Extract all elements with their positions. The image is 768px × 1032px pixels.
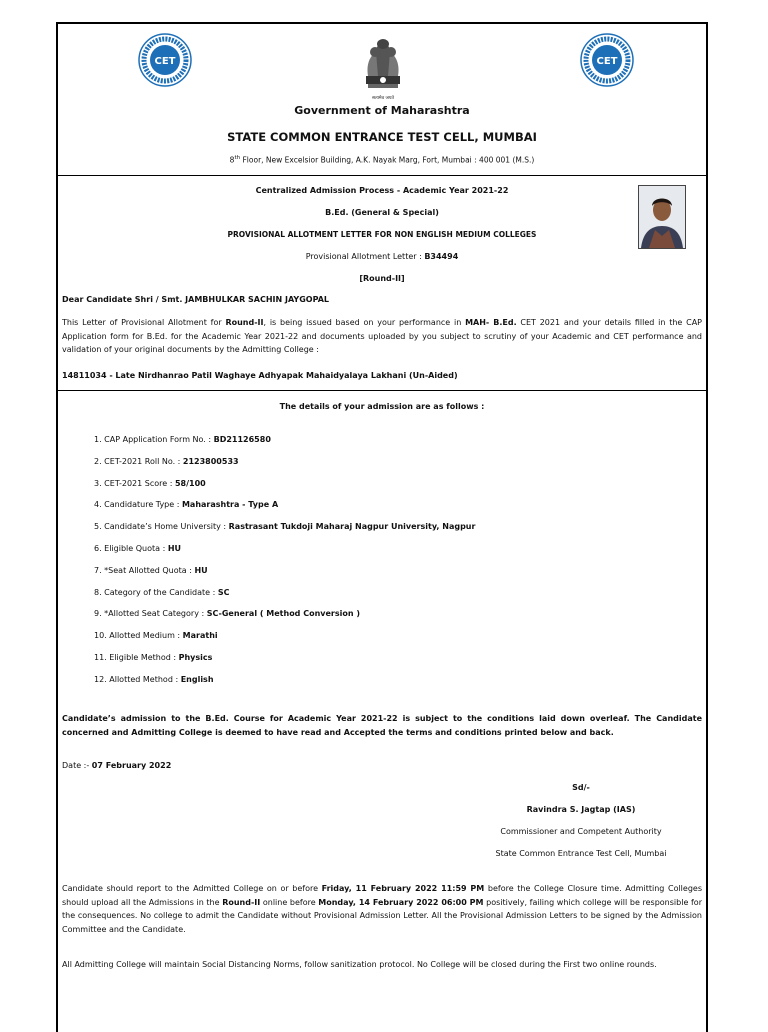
detail-label: 2. CET-2021 Roll No. : (94, 456, 183, 466)
detail-item (94, 457, 239, 466)
detail-label: 3. CET-2021 Score : (94, 478, 175, 488)
intro-text-2: , is being issued based on your performance in (263, 318, 466, 327)
cell-title: STATE COMMON ENTRANCE TEST CELL, MUMBAI (227, 130, 537, 144)
report-text-1: Candidate should report to the Admitted College on or before (62, 884, 322, 893)
detail-label: 11. Eligible Method : (94, 653, 179, 662)
college-name: 14811034 - Late Nirdhanrao Patil Waghaye Adhyapak Mahaidyalaya Lakhani (Un-Aided) (62, 371, 458, 380)
report-deadline-1: Friday, 11 February 2022 11:59 PM (321, 884, 485, 893)
cet-logo-left-icon (138, 33, 192, 87)
detail-value: BD21126580 (213, 435, 271, 444)
course-heading: B.Ed. (General & Special) (325, 208, 439, 217)
intro-exam: MAH- B.Ed. (465, 318, 517, 327)
conditions-paragraph: Candidate’s admission to the B.Ed. Course for Academic Year 2021-22 is subject to the conditions laid down overleaf. The Candidate concerned and Admitting College is deemed to have read and Accepted the terms and conditions printed below and back. (62, 714, 702, 737)
detail-item (94, 500, 278, 509)
detail-value: Physics (178, 653, 213, 662)
process-heading: Centralized Admission Process - Academic Year 2021-22 (255, 186, 509, 195)
round-label: [Round-II] (359, 274, 405, 283)
allotment-letter (56, 22, 708, 1032)
detail-item (94, 653, 212, 662)
date-value: 07 February 2022 (91, 761, 172, 770)
detail-value: SC (217, 587, 230, 597)
detail-value: English (180, 674, 214, 684)
detail-item (94, 435, 271, 444)
detail-item (94, 479, 206, 488)
detail-value: 58/100 (174, 478, 206, 488)
allotment-number (58, 252, 706, 261)
intro-paragraph (62, 316, 702, 357)
address (58, 155, 706, 165)
detail-item (94, 566, 208, 575)
allotment-value: B34494 (424, 252, 459, 261)
detail-item (94, 588, 230, 597)
letter-date (62, 761, 171, 770)
signatory-name: Ravindra S. Jagtap (IAS) (526, 805, 636, 814)
allotment-label: Provisional Allotment Letter : (305, 252, 425, 261)
detail-label: 1. CAP Application Form No. : (94, 435, 214, 444)
detail-item (94, 544, 181, 553)
report-text-3: online before (260, 897, 319, 907)
detail-label: 7. *Seat Allotted Quota : (94, 565, 195, 575)
signature-sd: Sd/- (572, 783, 590, 792)
detail-item (94, 631, 218, 640)
details-heading: The details of your admission are as follows : (279, 402, 485, 411)
intro-text-3: CET 2021 and your details filled in the CAP Application form for B.Ed. for the Academic Year 2021-22 and documents uploaded by you subject to scrutiny of your Academic and CET performance and validation of your original documents by the Admitting College : (62, 318, 702, 354)
detail-item (94, 675, 214, 684)
government-title: Government of Maharashtra (294, 104, 470, 117)
letter-title: PROVISIONAL ALLOTMENT LETTER FOR NON ENGLISH MEDIUM COLLEGES (227, 230, 537, 239)
address-floor: 8 (229, 155, 235, 165)
detail-label: 9. *Allotted Seat Category : (94, 609, 207, 619)
date-label: Date :- (62, 761, 92, 770)
detail-item (94, 522, 475, 531)
cet-logo-left-text: CET (154, 56, 176, 67)
detail-label: 4. Candidature Type : (94, 500, 182, 510)
report-text-4: positively, failing which college will be responsible for the consequences. No college to admit the Candidate without Provisional Admission Letter. All the Provisional Admission Letters to be signed by the Admission Committee and the Candidate. (62, 897, 702, 934)
cet-logo-right-text: CET (596, 56, 618, 67)
detail-label: 8. Category of the Candidate : (94, 587, 218, 597)
report-text-2: before the College Closure time. Admitting Colleges should upload all the Admissions in the (62, 884, 702, 907)
detail-value: HU (167, 544, 182, 553)
report-paragraph (62, 882, 702, 936)
detail-value: Maharashtra - Type A (181, 500, 279, 510)
distancing-paragraph: All Admitting College will maintain Social Distancing Norms, follow sanitization protocol. No College will be closed during the First two online rounds. (62, 960, 657, 969)
detail-value: 2123800533 (182, 456, 239, 466)
detail-value: SC-General ( Method Conversion ) (206, 609, 360, 619)
detail-label: 5. Candidate’s Home University : (94, 522, 229, 532)
divider-top (58, 175, 706, 176)
detail-label: 12. Allotted Method : (94, 674, 181, 684)
state-emblem-icon (358, 30, 408, 102)
divider-middle (58, 390, 706, 391)
candidate-photo (638, 185, 686, 249)
detail-label: 10. Allotted Medium : (94, 631, 183, 641)
detail-value: HU (194, 565, 208, 575)
intro-round: Round-II (225, 318, 264, 327)
signatory-office: State Common Entrance Test Cell, Mumbai (495, 849, 667, 858)
detail-label: 6. Eligible Quota : (94, 544, 168, 553)
detail-value: Marathi (182, 631, 218, 641)
address-sup: th (234, 155, 241, 161)
detail-value: Rastrasant Tukdoji Maharaj Nagpur University, Nagpur (228, 522, 476, 532)
intro-text-1: This Letter of Provisional Allotment for (62, 318, 226, 327)
signatory-designation: Commissioner and Competent Authority (500, 827, 662, 836)
report-round: Round-II (222, 897, 261, 907)
detail-item (94, 609, 360, 618)
candidate-photo-icon (639, 186, 685, 248)
emblem-caption: सत्यमेव जयते (371, 96, 395, 101)
cet-logo-right-icon (580, 33, 634, 87)
dear-candidate: Dear Candidate Shri / Smt. JAMBHULKAR SACHIN JAYGOPAL (62, 295, 329, 304)
report-deadline-2: Monday, 14 February 2022 06:00 PM (318, 897, 484, 907)
address-rest: Floor, New Excelsior Building, A.K. Nayak Marg, Fort, Mumbai : 400 001 (M.S.) (240, 155, 535, 165)
